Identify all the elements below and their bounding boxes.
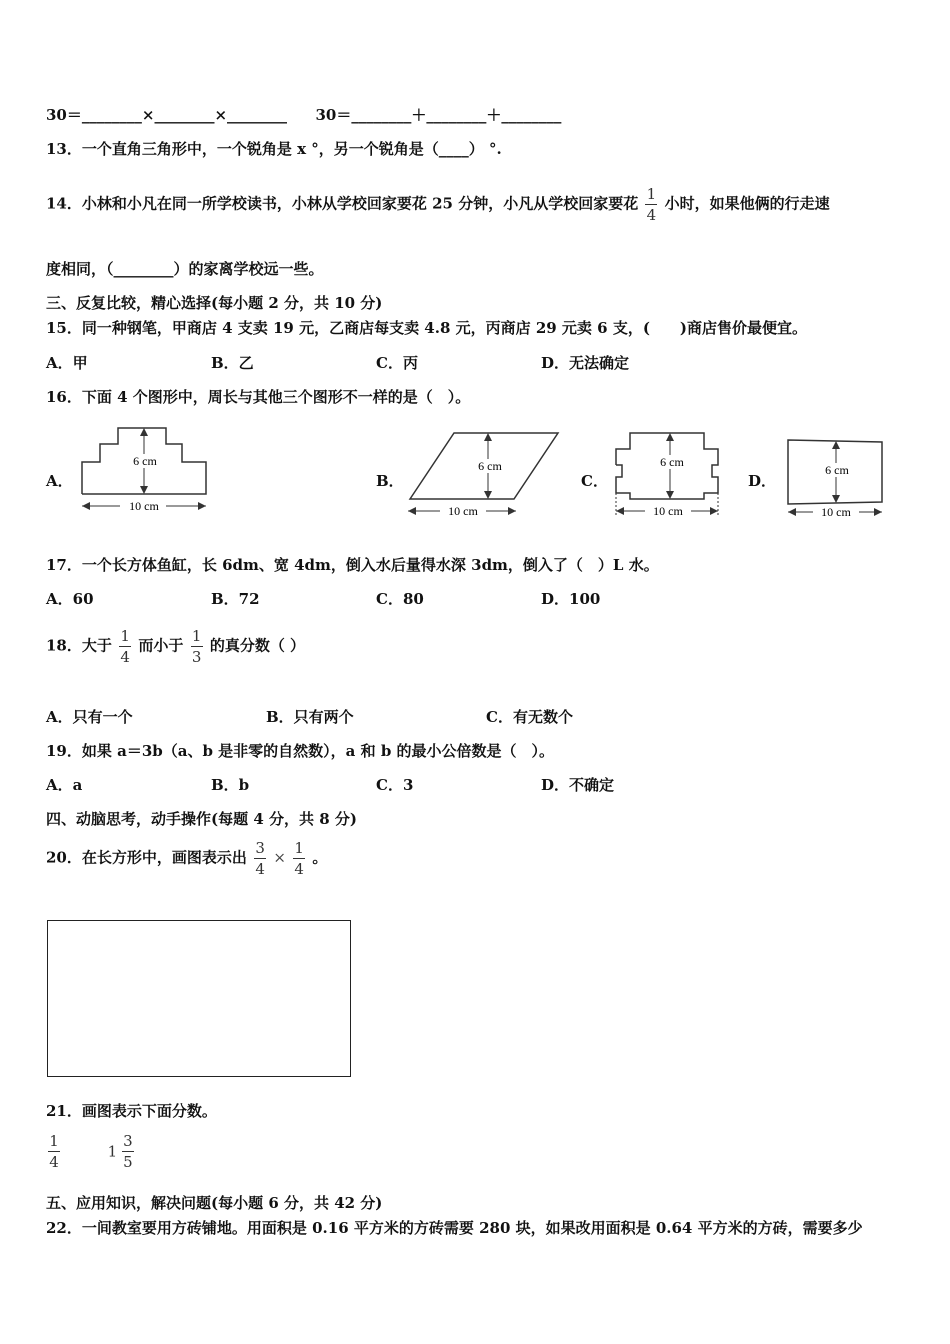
q17-text: 17．一个长方体鱼缸，长 6dm、宽 4dm，倒入水后量得水深 3dm，倒入了（ ）L 水。 [46,556,659,574]
q18-text-b: 而小于 [138,636,184,655]
q20-text-a: 20．在长方形中，画图表示出 [46,848,247,867]
q13-text: 13．一个直角三角形中，一个锐角是 x °，另一个锐角是（____） °. [46,140,502,158]
q16-figure-d [780,430,890,522]
q16-a-width-label: 10 cm [129,499,159,513]
q18-fraction-1 [119,628,131,665]
section-5-heading: 五、应用知识，解决问题(每小题 6 分，共 42 分) [46,1194,383,1212]
q12-left: 30＝________×________×________ [46,106,288,124]
q21-frac1-num: 1 [49,1132,59,1150]
q16-figure-b [400,425,565,521]
q18-option-a[interactable]: A．只有一个 [46,708,133,726]
q20-fraction-1 [254,840,266,877]
q19-option-c[interactable]: C．3 [376,776,414,794]
q20-frac1-den: 4 [255,860,265,878]
q21-mixed-whole: 1 [107,1142,118,1161]
q20-text-b: 。 [312,848,328,867]
q18-line [46,628,305,665]
q18-text-a: 18．大于 [46,636,112,655]
q16-label-c[interactable]: C． [581,472,608,490]
q16-label-a[interactable]: A． [46,472,73,490]
q17-option-c[interactable]: C．80 [376,590,424,608]
q20-fraction-2 [293,840,305,877]
q14-text-a: 14．小林和小凡在同一所学校读书，小林从学校回家要花 25 分钟，小凡从学校回家要花 [46,194,639,213]
q19-text: 19．如果 a＝3b（a、b 是非零的自然数），a 和 b 的最小公倍数是（ ）。 [46,742,555,760]
q18-text-c: 的真分数（ ） [209,636,306,655]
q21-fractions [46,1133,136,1170]
q18-frac2-num: 1 [191,627,202,645]
q21-frac2-num: 3 [123,1132,133,1150]
q18-frac2-den: 3 [191,648,202,666]
q15-option-c[interactable]: C．丙 [376,354,418,372]
q15-option-d[interactable]: D．无法确定 [541,354,630,372]
q19-option-a[interactable]: A．a [46,776,83,794]
q18-frac1-num: 1 [120,627,130,645]
q14-frac-num: 1 [646,185,657,203]
q14-line1 [46,186,830,223]
section-3-heading: 三、反复比较，精心选择(每小题 2 分，共 10 分) [46,294,383,312]
q21-fraction-1 [48,1133,60,1170]
q16-d-height-label: 6 cm [825,463,849,477]
q16-label-d[interactable]: D． [748,472,777,490]
q12-line [46,104,561,125]
q21-text: 21．画图表示下面分数。 [46,1102,217,1120]
section-4-heading: 四、动脑思考，动手操作(每题 4 分，共 8 分) [46,810,357,828]
q16-c-width-label: 10 cm [653,504,683,518]
q14-line2: 度相同，（________）的家离学校远一些。 [46,260,324,278]
q15-option-b[interactable]: B．乙 [211,354,254,372]
q16-c-height-label: 6 cm [660,455,684,469]
q20-drawing-rectangle[interactable] [47,920,351,1077]
q18-option-b[interactable]: B．只有两个 [266,708,354,726]
q14-frac-den: 4 [646,206,657,224]
q17-option-d[interactable]: D．100 [541,590,601,608]
q12-right: 30＝________＋________＋________ [315,106,562,124]
q21-fraction-2 [122,1133,134,1170]
q22-text: 22．一间教室要用方砖铺地。用面积是 0.16 平方米的方砖需要 280 块，如果改用面积是 0.64 平方米的方砖，需要多少 [46,1219,863,1237]
q20-line [46,840,327,877]
q15-text: 15．同一种钢笔，甲商店 4 支卖 19 元，乙商店每支卖 4.8 元，丙商店 29 元卖 6 支，( )商店售价最便宜。 [46,319,808,337]
q18-fraction-2 [191,628,203,665]
q17-option-a[interactable]: A．60 [46,590,94,608]
q18-option-c[interactable]: C．有无数个 [486,708,573,726]
q20-frac2-den: 4 [294,860,304,878]
q16-b-height-label: 6 cm [478,459,502,473]
q14-text-b: 小时，如果他俩的行走速 [664,194,830,213]
q19-option-b[interactable]: B．b [211,776,250,794]
q16-a-height-label: 6 cm [133,454,157,468]
q21-frac2-den: 5 [123,1153,133,1171]
q20-times-sign: × [273,848,286,867]
q16-b-width-label: 10 cm [448,504,478,518]
q16-label-b[interactable]: B． [376,472,404,490]
q14-fraction [645,186,657,223]
q20-frac1-num: 3 [255,839,265,857]
q19-option-d[interactable]: D．不确定 [541,776,615,794]
q21-frac1-den: 4 [49,1153,59,1171]
q16-text: 16．下面 4 个图形中，周长与其他三个图形不一样的是（ ）。 [46,388,471,406]
q18-frac1-den: 4 [120,648,130,666]
q17-option-b[interactable]: B．72 [211,590,260,608]
q15-option-a[interactable]: A．甲 [46,354,88,372]
q16-figure-a [76,420,216,516]
q20-frac2-num: 1 [294,839,304,857]
q16-d-width-label: 10 cm [821,505,851,519]
q16-figure-c [608,425,730,521]
